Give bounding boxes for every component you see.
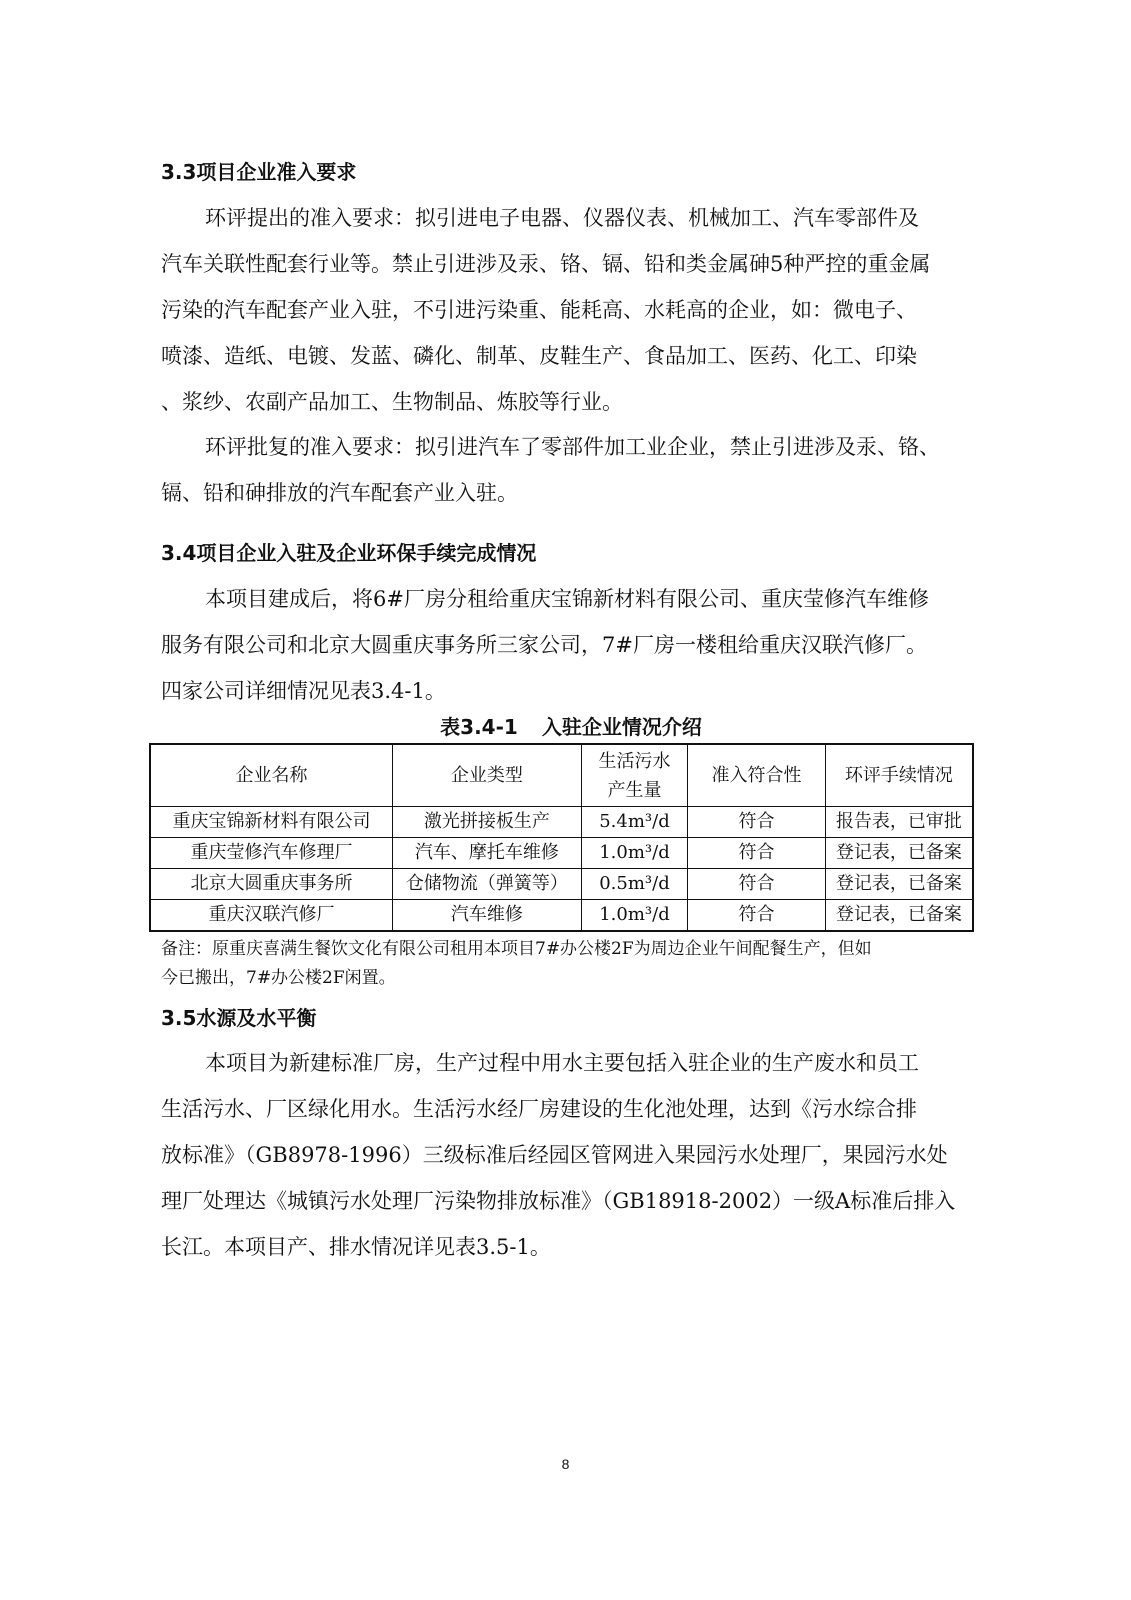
cell-eia-status: 登记表，已备案 (825, 838, 973, 869)
text-line: 镉、铅和砷排放的汽车配套产业入驻。 (161, 481, 518, 505)
cell-enterprise-name: 北京大圆重庆事务所 (150, 869, 392, 900)
note-line: 备注：原重庆喜满生餐饮文化有限公司租用本项目7#办公楼2F为周边企业午间配餐生产，但如 (161, 939, 872, 959)
section-3-3-heading: 3.3项目企业准入要求 (161, 160, 357, 184)
text-line: 放标准》（GB8978-1996）三级标准后经园区管网进入果园污水处理厂，果园污水处 (161, 1143, 948, 1167)
cell-compliance: 符合 (688, 838, 825, 869)
text-line: 、浆纱、农副产品加工、生物制品、炼胶等行业。 (161, 390, 623, 414)
header-enterprise-name: 企业名称 (150, 744, 392, 807)
table-row (150, 807, 973, 838)
section-3-5-heading: 3.5水源及水平衡 (161, 1006, 317, 1030)
table-note (161, 935, 976, 993)
section-3-3-paragraph-1 (161, 195, 981, 425)
table-caption (161, 712, 981, 742)
header-eia-status: 环评手续情况 (825, 744, 973, 807)
note-line: 今已搬出，7#办公楼2F闲置。 (161, 968, 396, 988)
text-line: 环评提出的准入要求：拟引进电子电器、仪器仪表、机械加工、汽车零部件及 (205, 206, 919, 230)
text-line: 长江。本项目产、排水情况详见表3.5-1。 (161, 1235, 551, 1259)
cell-eia-status: 报告表，已审批 (825, 807, 973, 838)
section-3-4-heading: 3.4项目企业入驻及企业环保手续完成情况 (161, 541, 537, 565)
table-row (150, 838, 973, 869)
header-sewage-volume (581, 744, 688, 807)
section-3-4-paragraph (161, 576, 981, 714)
cell-compliance: 符合 (688, 869, 825, 900)
cell-sewage-volume: 5.4m³/d (581, 807, 688, 838)
cell-enterprise-type: 仓储物流（弹簧等） (392, 869, 581, 900)
cell-eia-status: 登记表，已备案 (825, 900, 973, 932)
text-line: 喷漆、造纸、电镀、发蓝、磷化、制革、皮鞋生产、食品加工、医药、化工、印染 (161, 344, 917, 368)
cell-enterprise-name: 重庆莹修汽车修理厂 (150, 838, 392, 869)
cell-enterprise-name: 重庆汉联汽修厂 (150, 900, 392, 932)
text-line: 本项目为新建标准厂房，生产过程中用水主要包括入驻企业的生产废水和员工 (205, 1051, 919, 1075)
text-line: 服务有限公司和北京大圆重庆事务所三家公司，7#厂房一楼租给重庆汉联汽修厂。 (161, 633, 927, 657)
text-line: 汽车关联性配套行业等。禁止引进涉及汞、铬、镉、铅和类金属砷5种严控的重金属 (161, 252, 931, 276)
text-line: 污染的汽车配套产业入驻，不引进污染重、能耗高、水耗高的企业，如：微电子、 (161, 298, 917, 322)
cell-eia-status: 登记表，已备案 (825, 869, 973, 900)
text-line: 环评批复的准入要求：拟引进汽车了零部件加工业企业，禁止引进涉及汞、铬、 (205, 435, 940, 459)
table-title: 入驻企业情况介绍 (541, 715, 702, 739)
text-line: 生活污水、厂区绿化用水。生活污水经厂房建设的生化池处理，达到《污水综合排 (161, 1097, 917, 1121)
cell-enterprise-type: 激光拼接板生产 (392, 807, 581, 838)
section-3-3-paragraph-2 (161, 424, 981, 516)
header-sewage-line2: 产生量 (607, 779, 662, 801)
header-sewage-line1: 生活污水 (598, 750, 671, 772)
table-row (150, 869, 973, 900)
table-header-row (150, 744, 973, 807)
header-enterprise-type: 企业类型 (392, 744, 581, 807)
cell-enterprise-name: 重庆宝锦新材料有限公司 (150, 807, 392, 838)
table-number: 表3.4-1 (440, 715, 518, 739)
enterprise-table (149, 743, 974, 932)
text-line: 理厂处理达《城镇污水处理厂污染物排放标准》（GB18918-2002）一级A标准后排入 (161, 1189, 956, 1213)
cell-enterprise-type: 汽车、摩托车维修 (392, 838, 581, 869)
cell-compliance: 符合 (688, 900, 825, 932)
section-3-5-paragraph (161, 1040, 981, 1270)
cell-sewage-volume: 0.5m³/d (581, 869, 688, 900)
cell-sewage-volume: 1.0m³/d (581, 838, 688, 869)
cell-enterprise-type: 汽车维修 (392, 900, 581, 932)
table-row (150, 900, 973, 932)
text-line: 本项目建成后，将6#厂房分租给重庆宝锦新材料有限公司、重庆莹修汽车维修 (205, 587, 929, 611)
cell-compliance: 符合 (688, 807, 825, 838)
header-compliance: 准入符合性 (688, 744, 825, 807)
text-line: 四家公司详细情况见表3.4-1。 (161, 679, 446, 703)
cell-sewage-volume: 1.0m³/d (581, 900, 688, 932)
page-number: 8 (561, 1456, 570, 1472)
